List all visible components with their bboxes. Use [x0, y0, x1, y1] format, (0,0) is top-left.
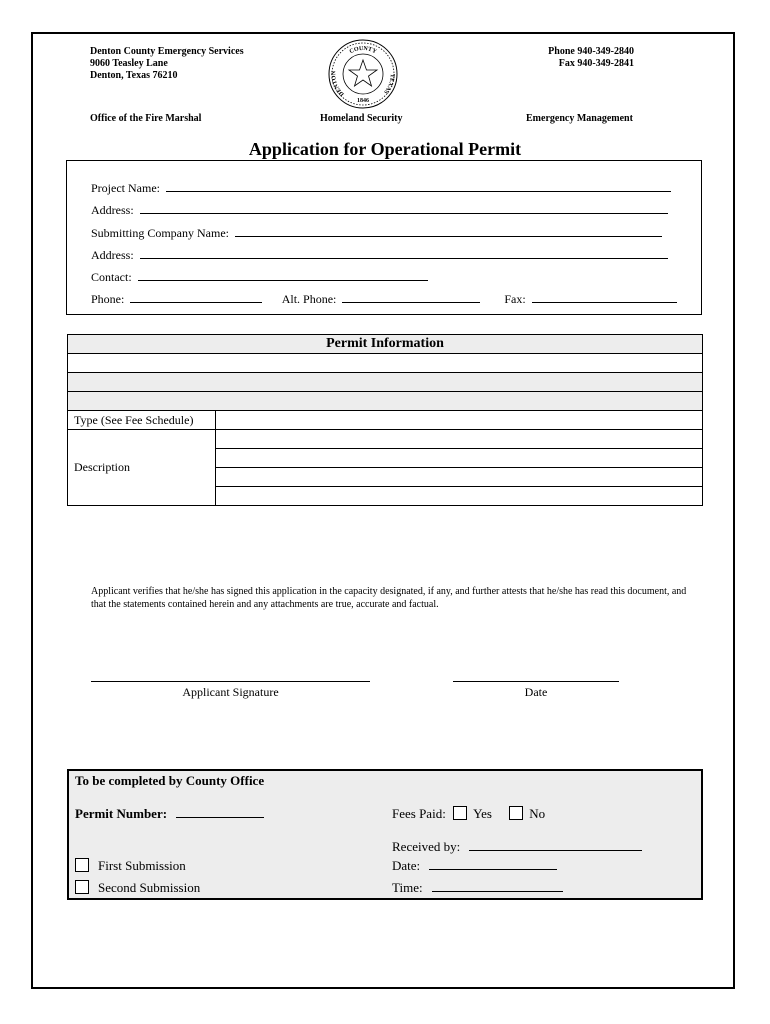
permit-info-table	[67, 334, 703, 506]
company-row	[91, 226, 662, 242]
type-field[interactable]	[216, 411, 703, 430]
dept-homeland-security: Homeland Security	[320, 113, 403, 124]
permit-number-field[interactable]	[176, 816, 264, 818]
contact-label: Contact:	[91, 270, 132, 284]
office-date-row	[392, 858, 557, 874]
fees-no-label: No	[529, 806, 546, 821]
office-time-row	[392, 880, 563, 896]
org-fax: Fax 940-349-2841	[558, 58, 634, 69]
office-date-field[interactable]	[429, 868, 557, 870]
company-address-label: Address:	[91, 248, 134, 262]
alt-phone-field[interactable]	[342, 301, 480, 303]
seal-right-text: TEXAS	[382, 73, 395, 95]
fees-yes-checkbox[interactable]	[453, 806, 467, 820]
office-time-label: Time:	[392, 880, 423, 895]
applicant-signature-label: Applicant Signature	[182, 685, 279, 699]
project-name-row	[91, 181, 671, 197]
org-phone: Phone 940-349-2840	[548, 46, 634, 57]
description-line[interactable]	[216, 430, 703, 449]
svg-text:TEXAS	[382, 74, 395, 96]
org-address-block	[90, 46, 244, 82]
phone-field[interactable]	[130, 301, 262, 303]
address-label: Address:	[91, 203, 134, 217]
project-name-field[interactable]	[166, 190, 671, 192]
second-submission-checkbox[interactable]	[75, 880, 89, 894]
second-submission-row	[75, 880, 200, 896]
fees-yes-label: Yes	[473, 806, 492, 821]
description-line[interactable]	[216, 468, 703, 487]
received-by-label: Received by:	[392, 839, 461, 854]
received-by-field[interactable]	[469, 849, 642, 851]
company-address-field[interactable]	[140, 257, 668, 259]
verification-statement: Applicant verifies that he/she has signed this application in the capacity designated, if any, and further attests that he/she has read this document, and that the statements contained herein and any attachments are true, accurate and factual.	[91, 586, 687, 610]
address-row	[91, 203, 668, 219]
address-field[interactable]	[140, 212, 668, 214]
permit-info-blank-row[interactable]	[68, 373, 703, 392]
project-name-label: Project Name:	[91, 181, 160, 195]
permit-number-label: Permit Number:	[75, 806, 168, 821]
contact-row	[91, 270, 428, 286]
fax-field[interactable]	[532, 301, 677, 303]
first-submission-label: First Submission	[98, 858, 186, 873]
contact-field[interactable]	[138, 279, 428, 281]
seal-top-text: COUNTY	[348, 45, 378, 56]
contact-numbers-block	[500, 46, 634, 70]
seal-left-text: DENTON	[331, 70, 346, 97]
type-label: Type (See Fee Schedule)	[68, 411, 216, 430]
permit-info-heading: Permit Information	[68, 335, 703, 354]
alt-phone-label: Alt. Phone:	[281, 292, 337, 306]
fees-paid-label: Fees Paid:	[392, 806, 446, 821]
phone-label: Phone:	[91, 292, 125, 306]
company-label: Submitting Company Name:	[91, 226, 229, 240]
county-seal-icon	[327, 38, 399, 110]
company-field[interactable]	[235, 235, 662, 237]
description-line[interactable]	[216, 487, 703, 506]
seal-year: 1846	[357, 98, 369, 104]
org-street: 9060 Teasley Lane	[90, 58, 168, 69]
org-city: Denton, Texas 76210	[90, 70, 178, 81]
first-submission-row	[75, 858, 186, 874]
office-date-label: Date:	[392, 858, 421, 873]
svg-text:DENTON	[331, 70, 345, 97]
fax-label: Fax:	[504, 292, 526, 306]
company-address-row	[91, 248, 668, 264]
applicant-signature-line[interactable]	[91, 681, 370, 682]
first-submission-checkbox[interactable]	[75, 858, 89, 872]
permit-info-blank-row[interactable]	[68, 392, 703, 411]
dept-fire-marshal: Office of the Fire Marshal	[90, 113, 202, 124]
phone-row	[91, 292, 677, 308]
description-line[interactable]	[216, 449, 703, 468]
received-by-row	[392, 839, 642, 855]
fees-paid-row	[392, 806, 545, 822]
office-time-field[interactable]	[432, 890, 563, 892]
second-submission-label: Second Submission	[98, 880, 201, 895]
date-signature-line[interactable]	[453, 681, 619, 682]
date-signature-label: Date	[524, 685, 548, 699]
permit-number-row	[75, 806, 264, 822]
fees-no-checkbox[interactable]	[509, 806, 523, 820]
form-title: Application for Operational Permit	[248, 139, 522, 159]
permit-info-blank-row[interactable]	[68, 354, 703, 373]
org-name: Denton County Emergency Services	[90, 46, 244, 57]
county-office-heading: To be completed by County Office	[75, 773, 265, 788]
dept-emergency-management: Emergency Management	[526, 113, 633, 124]
description-label: Description	[68, 430, 216, 506]
